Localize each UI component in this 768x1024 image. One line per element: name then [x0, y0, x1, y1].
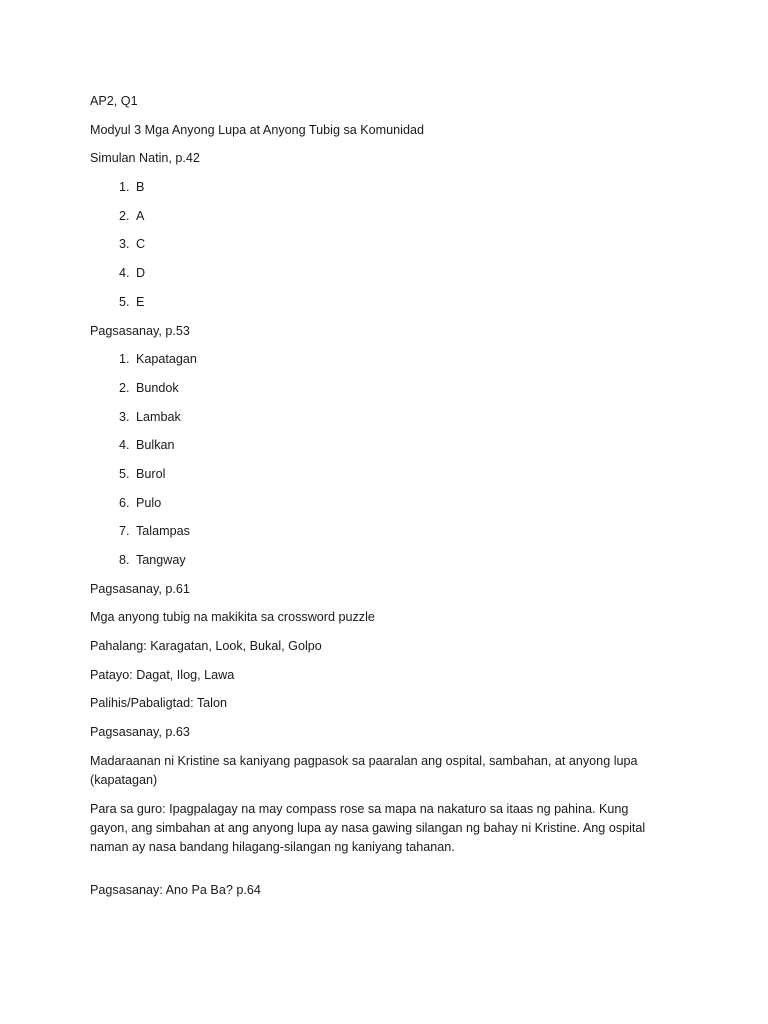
list-item-text: Kapatagan — [136, 352, 197, 367]
list-item: 4 . Bulkan — [90, 436, 650, 455]
list-item: 4 . D — [90, 264, 650, 283]
list-item-text: Burol — [136, 466, 166, 481]
list-number: 5 — [118, 466, 126, 481]
section-title-pagsasanay-63: Pagsasanay, p.63 — [90, 725, 190, 740]
list-item: 1 . Kapatagan — [90, 350, 650, 369]
list-number: 6 — [118, 495, 126, 510]
list-item: 8 . Tangway — [90, 551, 650, 570]
list-number: 3 — [118, 409, 126, 424]
section-title-pagsasanay-61: Pagsasanay, p.61 — [90, 581, 190, 596]
list-item-text: E — [136, 294, 145, 309]
answer-list-pagsasanay-53 — [90, 350, 650, 570]
list-item-text: Bundok — [136, 380, 179, 395]
list-item-text: C — [136, 237, 146, 252]
crossword-patayo: Patayo: Dagat, Ilog, Lawa — [90, 667, 235, 682]
list-item: 2 . A — [90, 207, 650, 226]
list-item-text: Bulkan — [136, 438, 175, 453]
list-item: 3 . Lambak — [90, 408, 650, 427]
list-item-text: Tangway — [136, 553, 186, 567]
list-number: 3 — [118, 237, 126, 252]
list-number: 4 — [118, 438, 126, 453]
list-item-text: Lambak — [136, 409, 181, 424]
list-item-text: A — [136, 208, 145, 223]
list-number: 2 — [118, 380, 126, 395]
list-item: 6 . Pulo — [90, 494, 650, 513]
list-item-text: Talampas — [136, 524, 190, 539]
list-item-text: D — [136, 266, 146, 281]
list-number: 4 — [118, 266, 126, 281]
list-number: 2 — [118, 208, 126, 223]
list-number: 1 — [118, 180, 126, 195]
crossword-palihis: Palihis/Pabaligtad: Talon — [90, 696, 227, 711]
list-item: 7 . Talampas — [90, 522, 650, 541]
list-item: 1 . B — [90, 178, 650, 197]
section-title-ano-pa-ba: Pagsasanay: Ano Pa Ba? p.64 — [90, 882, 261, 897]
section-title-simulan-natin: Simulan Natin, p.42 — [90, 151, 200, 166]
list-number: 5 — [118, 294, 126, 309]
document-header: AP2, Q1 — [90, 94, 138, 108]
list-item-text: B — [136, 180, 145, 195]
document-body — [90, 92, 650, 909]
list-item: 2 . Bundok — [90, 379, 650, 398]
crossword-intro: Mga anyong tubig na makikita sa crossword puzzle — [90, 610, 375, 625]
crossword-pahalang: Pahalang: Karagatan, Look, Bukal, Golpo — [90, 639, 322, 654]
list-number: 8 — [118, 553, 126, 567]
list-number: 7 — [118, 524, 126, 539]
list-item: 5 . E — [90, 293, 650, 312]
list-item-text: Pulo — [136, 495, 162, 510]
list-item: 3 . C — [90, 235, 650, 254]
route-answer: Madaraanan ni Kristine sa kaniyang pagpasok sa paaralan ang ospital, sambahan, at anyong lupa (kapatagan) — [90, 753, 638, 787]
teacher-note: Para sa guro: Ipagpalagay na may compass rose sa mapa na nakaturo sa itaas ng pahina. Kung gayon, ang simbahan at ang anyong lupa ay nasa gawing silangan ng bahay ni Kristine. Ang ospital naman ay nasa bandang hilagang-silangan ng kaniyang tahanan. — [90, 801, 646, 854]
module-title: Modyul 3 Mga Anyong Lupa at Anyong Tubig sa Komunidad — [90, 122, 424, 137]
list-item: 5 . Burol — [90, 465, 650, 484]
answer-list-simulan-natin — [90, 178, 650, 312]
section-title-pagsasanay-53: Pagsasanay, p.53 — [90, 323, 190, 338]
list-number: 1 — [118, 352, 126, 367]
